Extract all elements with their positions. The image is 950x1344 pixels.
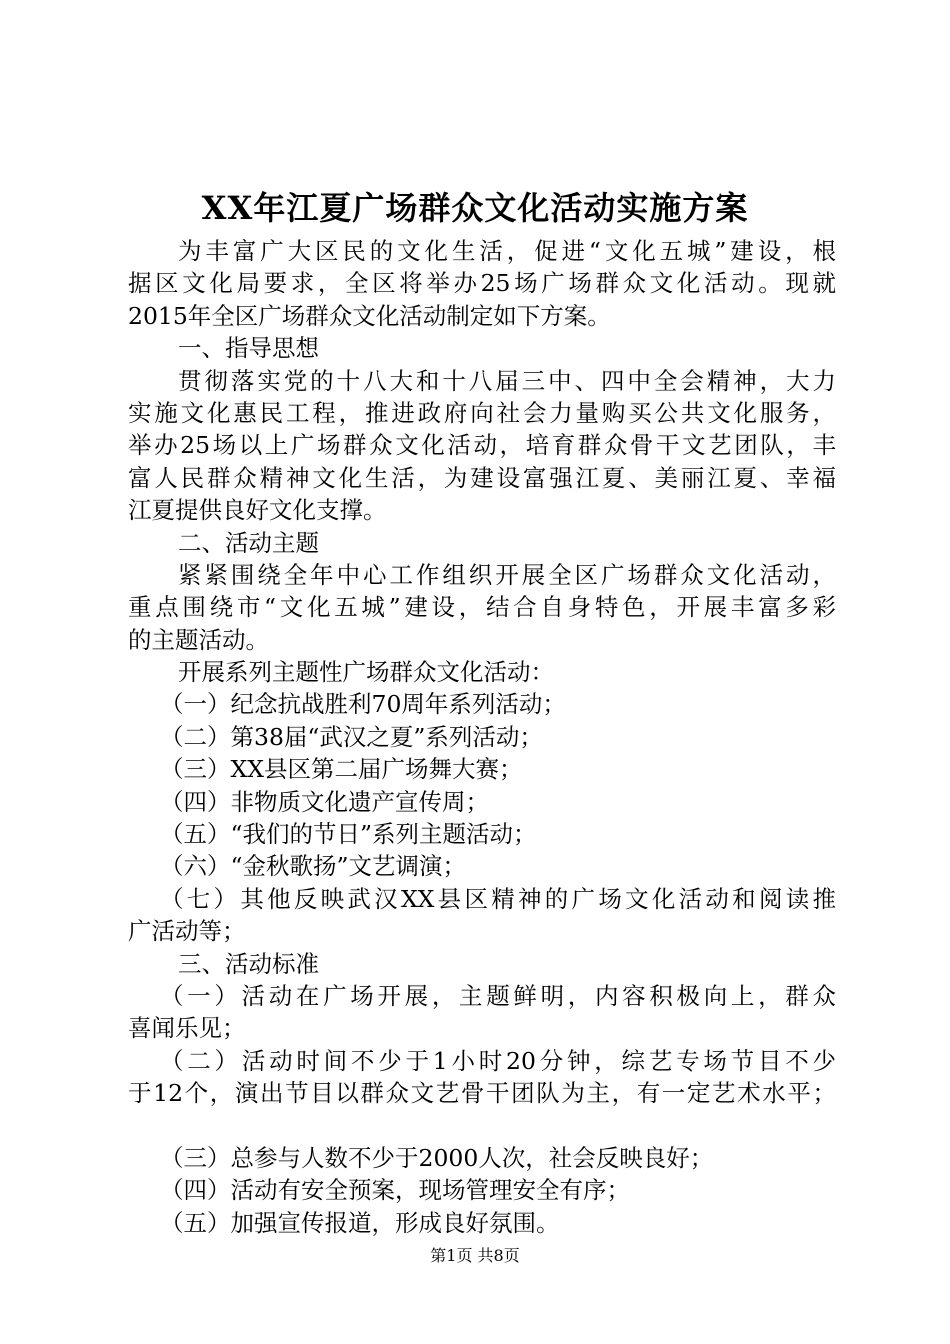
paragraph-line: 举办25场以上广场群众文化活动，培育群众骨干文艺团队，丰 bbox=[128, 431, 836, 460]
section-heading: 三、活动标准 bbox=[178, 949, 319, 978]
paragraph-line: 实施文化惠民工程，推进政府向社会力量购买公共文化服务， bbox=[128, 398, 836, 427]
paragraph-line: 江夏提供良好文化支撑。 bbox=[128, 496, 387, 525]
list-item-continuation: 喜闻乐见； bbox=[128, 1014, 246, 1043]
list-item: （六）“金秋歌扬”文艺调演； bbox=[160, 852, 467, 881]
paragraph-line: 富人民群众精神文化生活，为建设富强江夏、美丽江夏、幸福 bbox=[128, 463, 836, 492]
paragraph-line: 贯彻落实党的十八大和十八届三中、四中全会精神，大力 bbox=[178, 366, 836, 395]
list-item: （一）纪念抗战胜利70周年系列活动； bbox=[160, 690, 566, 719]
paragraph-line: 为丰富广大区民的文化生活，促进“文化五城”建设，根 bbox=[178, 237, 836, 265]
list-item: （二）活动时间不少于1小时20分钟，综艺专场节目不少 bbox=[160, 1046, 836, 1075]
list-item: （二）第38届“武汉之夏”系列活动； bbox=[160, 722, 543, 751]
list-item-continuation: 广活动等； bbox=[128, 917, 246, 946]
paragraph-line: 紧紧围绕全年中心工作组织开展全区广场群众文化活动， bbox=[178, 560, 836, 589]
paragraph-line: 据区文化局要求，全区将举办25场广场群众文化活动。现就 bbox=[128, 269, 836, 298]
list-item: （七）其他反映武汉XX县区精神的广场文化活动和阅读推 bbox=[160, 884, 836, 913]
page-footer: 第1页 共8页 bbox=[430, 1246, 520, 1265]
paragraph-line: 的主题活动。 bbox=[128, 625, 269, 654]
section-heading: 二、活动主题 bbox=[178, 528, 319, 557]
list-item: （三）XX县区第二届广场舞大赛； bbox=[160, 755, 523, 784]
list-item: （四）活动有安全预案，现场管理安全有序； bbox=[160, 1176, 630, 1205]
list-item: （三）总参与人数不少于2000人次，社会反映良好； bbox=[160, 1143, 714, 1172]
list-item: （五）“我们的节日”系列主题活动； bbox=[160, 820, 537, 849]
section-heading: 一、指导思想 bbox=[178, 334, 319, 363]
paragraph-line: 开展系列主题性广场群众文化活动： bbox=[178, 658, 554, 687]
list-item: （四）非物质文化遗产宣传周； bbox=[160, 787, 489, 816]
list-item: （五）加强宣传报道，形成良好氛围。 bbox=[160, 1208, 560, 1237]
blank-line bbox=[128, 1110, 836, 1142]
document-body bbox=[128, 235, 836, 1239]
list-item-continuation: 于12个，演出节目以群众文艺骨干团队为主，有一定艺术水平； bbox=[128, 1079, 836, 1108]
paragraph-line: 重点围绕市“文化五城”建设，结合自身特色，开展丰富多彩 bbox=[128, 593, 836, 622]
paragraph-line: 2015年全区广场群众文化活动制定如下方案。 bbox=[128, 301, 611, 330]
document-title: XX年江夏广场群众文化活动实施方案 bbox=[201, 189, 749, 227]
list-item: （一）活动在广场开展，主题鲜明，内容积极向上，群众 bbox=[160, 981, 836, 1010]
